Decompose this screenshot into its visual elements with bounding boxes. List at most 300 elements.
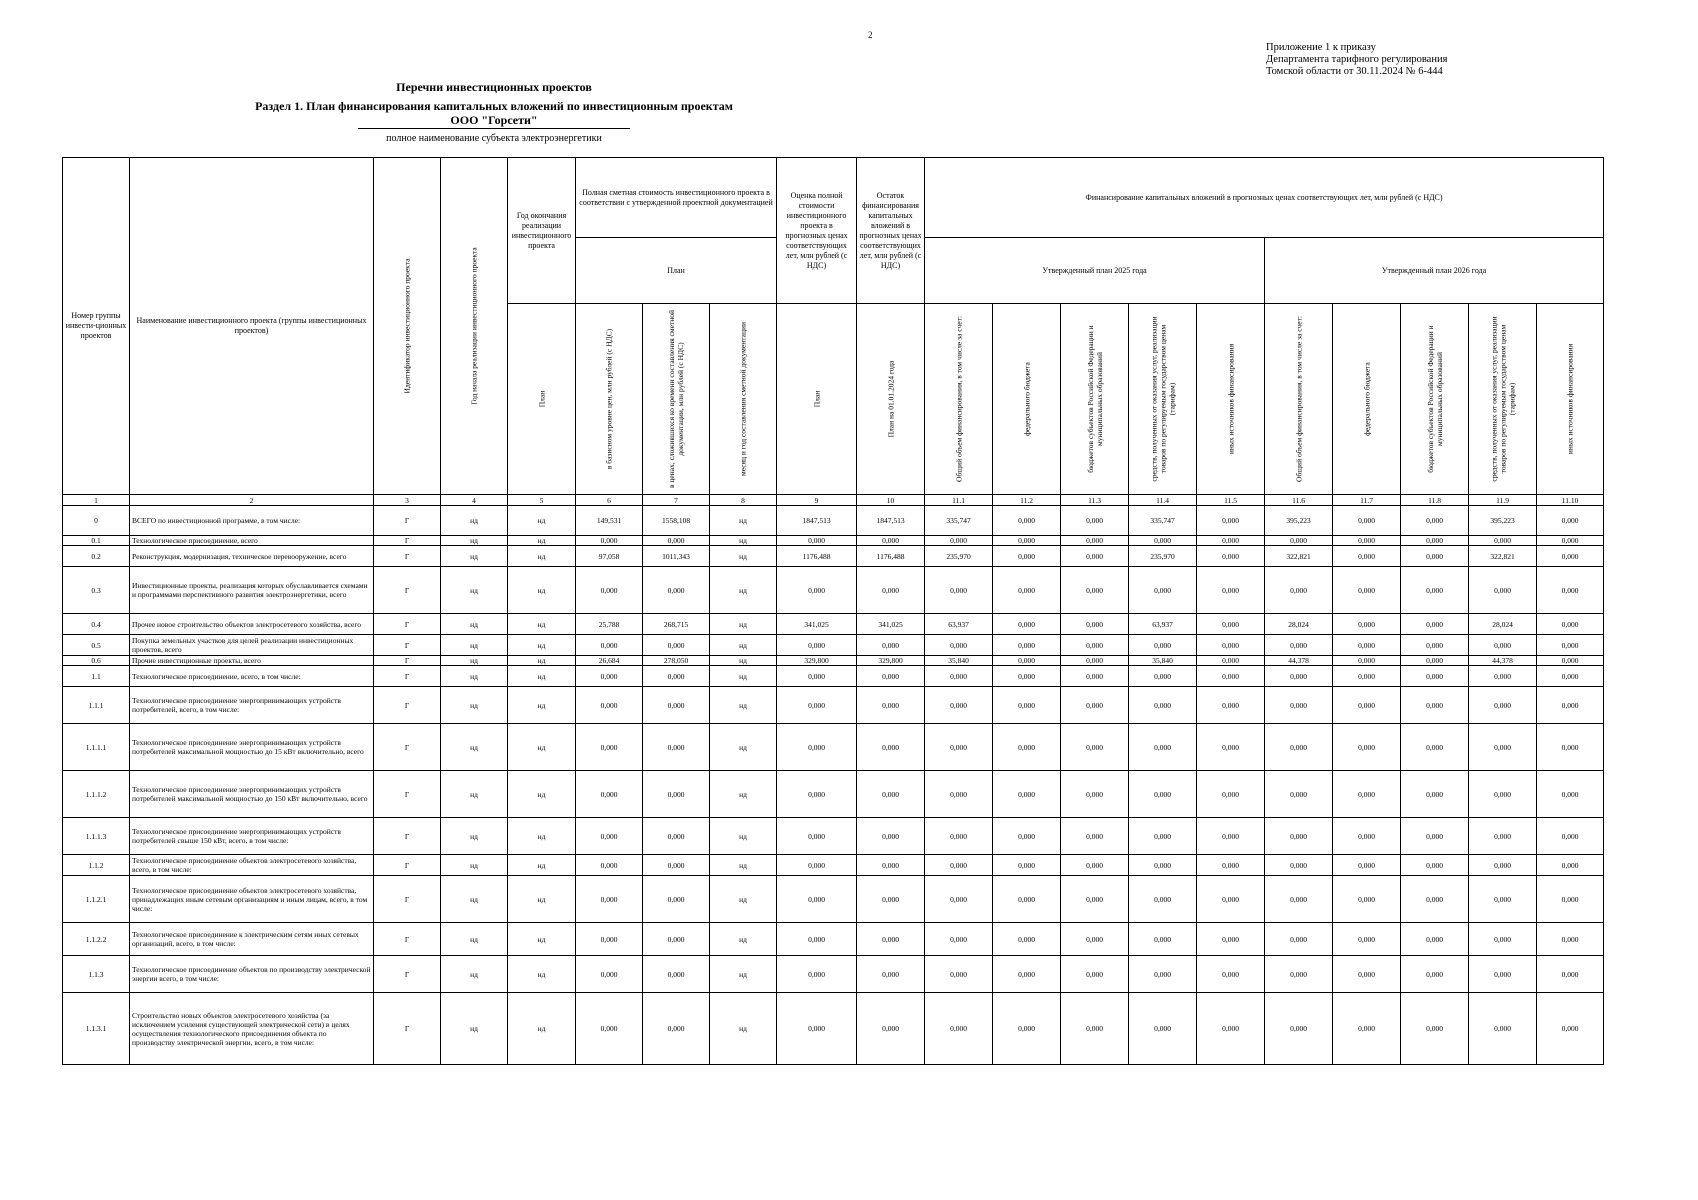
- row-financing-value: 0,000: [1265, 635, 1333, 656]
- header-f-other: иных источников финансирования: [1565, 343, 1575, 455]
- row-start-year: нд: [441, 818, 508, 855]
- row-financing-value: 0,000: [1469, 876, 1537, 923]
- row-end-year: нд: [508, 771, 576, 818]
- row-financing-value: 0,000: [1333, 666, 1401, 687]
- row-financing-value: 0,000: [1129, 666, 1197, 687]
- row-financing-value: 0,000: [1197, 724, 1265, 771]
- row-remaining: 341,025: [857, 614, 925, 635]
- row-financing-value: 63,937: [1129, 614, 1197, 635]
- table-row: [63, 876, 1604, 923]
- row-financing-value: 0,000: [1197, 687, 1265, 724]
- row-financing-value: 0,000: [1129, 923, 1197, 956]
- header-identifier: [374, 158, 441, 495]
- column-number: 10: [857, 495, 925, 506]
- header-col5-text: План: [537, 390, 546, 408]
- row-identifier: Г: [374, 666, 441, 687]
- row-financing-value: 0,000: [1265, 771, 1333, 818]
- row-project-name: Покупка земельных участков для целей реализации инвестиционных проектов, всего: [130, 635, 374, 656]
- row-start-year: нд: [441, 506, 508, 536]
- row-financing-value: 35,840: [925, 656, 993, 666]
- row-financing-value: 395,223: [1265, 506, 1333, 536]
- row-remaining: 0,000: [857, 687, 925, 724]
- row-project-name: Технологическое присоединение объектов по производству электрической энергии всего, в том числе:: [130, 956, 374, 993]
- header-f-regional: бюджетов субъектов Российской Федерации и муниципальных образований: [1425, 325, 1444, 473]
- row-current-cost: 268,715: [643, 614, 710, 635]
- row-financing-value: 0,000: [1469, 635, 1537, 656]
- row-end-year: нд: [508, 506, 576, 536]
- row-assessment: 329,800: [777, 656, 857, 666]
- row-identifier: Г: [374, 923, 441, 956]
- row-estimate-date: нд: [710, 855, 777, 876]
- row-end-year: нд: [508, 724, 576, 771]
- row-financing-value: 0,000: [1061, 724, 1129, 771]
- row-financing-value: 335,747: [925, 506, 993, 536]
- table-row: [63, 993, 1604, 1065]
- row-financing-value: 0,000: [1333, 724, 1401, 771]
- table-row: [63, 724, 1604, 771]
- row-project-name: Технологическое присоединение энергопринимающих устройств потребителей, всего, в том числе:: [130, 687, 374, 724]
- row-end-year: нд: [508, 956, 576, 993]
- row-financing-value: 0,000: [1537, 956, 1604, 993]
- row-identifier: Г: [374, 876, 441, 923]
- header-col11-10: [1537, 304, 1604, 495]
- row-financing-value: 0,000: [1061, 923, 1129, 956]
- row-current-cost: 1558,108: [643, 506, 710, 536]
- row-financing-value: 0,000: [1537, 923, 1604, 956]
- row-financing-value: 0,000: [1537, 993, 1604, 1065]
- row-financing-value: 0,000: [1333, 923, 1401, 956]
- row-base-cost: 0,000: [576, 635, 643, 656]
- row-financing-value: 0,000: [993, 876, 1061, 923]
- row-estimate-date: нд: [710, 536, 777, 546]
- row-number: 1.1.1.3: [63, 818, 130, 855]
- row-financing-value: 0,000: [1401, 536, 1469, 546]
- row-start-year: нд: [441, 855, 508, 876]
- row-financing-value: 0,000: [1537, 546, 1604, 567]
- row-start-year: нд: [441, 993, 508, 1065]
- header-col8: [710, 304, 777, 495]
- row-financing-value: 0,000: [1469, 923, 1537, 956]
- row-base-cost: 0,000: [576, 567, 643, 614]
- header-start-year-text: Год начала реализации инвестиционного проекта: [469, 247, 479, 405]
- row-start-year: нд: [441, 876, 508, 923]
- header-start-year: [441, 158, 508, 495]
- header-col7-text: в ценах, сложившихся ко времени составления сметной документации, млн рублей (с НДС): [667, 309, 685, 489]
- row-estimate-date: нд: [710, 687, 777, 724]
- row-financing-value: 0,000: [993, 536, 1061, 546]
- row-financing-value: 44,378: [1469, 656, 1537, 666]
- row-identifier: Г: [374, 724, 441, 771]
- header-col11-6: [1265, 304, 1333, 495]
- row-number: 1.1.2.2: [63, 923, 130, 956]
- column-number: 8: [710, 495, 777, 506]
- row-base-cost: 0,000: [576, 818, 643, 855]
- table-row: [63, 614, 1604, 635]
- row-financing-value: 0,000: [1265, 855, 1333, 876]
- header-remaining: Остаток финансирования капитальных вложений в прогнозных ценах соответствующих лет, млн рублей (с НДС): [857, 158, 925, 304]
- header-group-number: Номер группы инвести-ционных проектов: [63, 158, 130, 495]
- header-f-federal: федерального бюджета: [1362, 362, 1372, 436]
- row-financing-value: 0,000: [1061, 614, 1129, 635]
- row-financing-value: 0,000: [1333, 536, 1401, 546]
- row-financing-value: 0,000: [1537, 506, 1604, 536]
- table-row: [63, 818, 1604, 855]
- row-remaining: 0,000: [857, 724, 925, 771]
- header-plan: План: [576, 238, 777, 304]
- row-end-year: нд: [508, 818, 576, 855]
- row-base-cost: 0,000: [576, 536, 643, 546]
- row-current-cost: 0,000: [643, 567, 710, 614]
- column-number: 7: [643, 495, 710, 506]
- row-start-year: нд: [441, 666, 508, 687]
- row-base-cost: 0,000: [576, 993, 643, 1065]
- row-financing-value: 0,000: [1537, 855, 1604, 876]
- header-identifier-text: Идентификатор инвестиционного проекта: [402, 258, 412, 394]
- row-financing-value: 0,000: [1129, 536, 1197, 546]
- row-identifier: Г: [374, 993, 441, 1065]
- row-base-cost: 0,000: [576, 724, 643, 771]
- row-financing-value: 0,000: [1061, 506, 1129, 536]
- row-start-year: нд: [441, 771, 508, 818]
- row-start-year: нд: [441, 656, 508, 666]
- row-financing-value: 0,000: [993, 818, 1061, 855]
- column-number: 2: [130, 495, 374, 506]
- row-base-cost: 0,000: [576, 771, 643, 818]
- header-col10-text: План на 01.01.2024 года: [886, 360, 896, 438]
- table-row: [63, 666, 1604, 687]
- row-end-year: нд: [508, 546, 576, 567]
- row-financing-value: 0,000: [1469, 855, 1537, 876]
- row-project-name: Технологическое присоединение энергопринимающих устройств потребителей свыше 150 кВт, всего, в том числе:: [130, 818, 374, 855]
- row-end-year: нд: [508, 536, 576, 546]
- header-end-year: Год окончания реализации инвестиционного проекта: [508, 158, 576, 304]
- row-financing-value: 0,000: [1061, 818, 1129, 855]
- row-project-name: Прочие инвестиционные проекты, всего: [130, 656, 374, 666]
- row-financing-value: 0,000: [925, 567, 993, 614]
- row-base-cost: 97,058: [576, 546, 643, 567]
- column-number-row: [63, 495, 1604, 506]
- row-project-name: Технологическое присоединение энергопринимающих устройств потребителей максимальной мощностью до 150 кВт включительно, всего: [130, 771, 374, 818]
- row-financing-value: 0,000: [1197, 614, 1265, 635]
- row-estimate-date: нд: [710, 656, 777, 666]
- row-financing-value: 0,000: [925, 771, 993, 818]
- row-remaining: 329,800: [857, 656, 925, 666]
- row-identifier: Г: [374, 546, 441, 567]
- row-financing-value: 0,000: [925, 855, 993, 876]
- row-estimate-date: нд: [710, 993, 777, 1065]
- row-number: 1.1.2: [63, 855, 130, 876]
- row-financing-value: 0,000: [993, 546, 1061, 567]
- row-financing-value: 235,970: [1129, 546, 1197, 567]
- row-financing-value: 0,000: [1333, 956, 1401, 993]
- row-financing-value: 0,000: [1061, 546, 1129, 567]
- column-number: 11.8: [1401, 495, 1469, 506]
- row-financing-value: 0,000: [1265, 724, 1333, 771]
- row-identifier: Г: [374, 956, 441, 993]
- row-financing-value: 0,000: [1061, 536, 1129, 546]
- row-financing-value: 44,378: [1265, 656, 1333, 666]
- header-col11-2: [993, 304, 1061, 495]
- row-identifier: Г: [374, 656, 441, 666]
- row-financing-value: 0,000: [1129, 687, 1197, 724]
- row-assessment: 0,000: [777, 666, 857, 687]
- row-current-cost: 0,000: [643, 923, 710, 956]
- row-financing-value: 0,000: [1061, 635, 1129, 656]
- row-remaining: 0,000: [857, 993, 925, 1065]
- row-current-cost: 278,050: [643, 656, 710, 666]
- appendix-line: Приложение 1 к приказу: [1266, 42, 1376, 53]
- section-title: Раздел 1. План финансирования капитальных вложений по инвестиционным проектам: [255, 99, 733, 113]
- row-estimate-date: нд: [710, 876, 777, 923]
- row-financing-value: 235,970: [925, 546, 993, 567]
- row-identifier: Г: [374, 771, 441, 818]
- row-end-year: нд: [508, 656, 576, 666]
- row-financing-value: 0,000: [1333, 993, 1401, 1065]
- header-plan-2026: Утвержденный план 2026 года: [1265, 238, 1604, 304]
- header-col9-text: План: [812, 390, 822, 408]
- column-number: 11.10: [1537, 495, 1604, 506]
- row-financing-value: 0,000: [1401, 724, 1469, 771]
- row-financing-value: 0,000: [1129, 724, 1197, 771]
- row-financing-value: 0,000: [925, 993, 993, 1065]
- row-financing-value: 0,000: [925, 923, 993, 956]
- row-financing-value: 0,000: [1537, 536, 1604, 546]
- row-financing-value: 0,000: [1469, 956, 1537, 993]
- row-remaining: 0,000: [857, 666, 925, 687]
- row-remaining: 0,000: [857, 635, 925, 656]
- row-financing-value: 0,000: [1129, 818, 1197, 855]
- row-assessment: 0,000: [777, 687, 857, 724]
- header-col10: [857, 304, 925, 495]
- table-row: [63, 506, 1604, 536]
- row-end-year: нд: [508, 923, 576, 956]
- column-number: 4: [441, 495, 508, 506]
- row-financing-value: 28,024: [1469, 614, 1537, 635]
- row-base-cost: 0,000: [576, 855, 643, 876]
- header-col11-4: [1129, 304, 1197, 495]
- row-financing-value: 0,000: [1129, 771, 1197, 818]
- row-financing-value: 0,000: [925, 818, 993, 855]
- row-current-cost: 0,000: [643, 993, 710, 1065]
- row-financing-value: 0,000: [1197, 876, 1265, 923]
- row-remaining: 0,000: [857, 923, 925, 956]
- row-current-cost: 0,000: [643, 855, 710, 876]
- row-estimate-date: нд: [710, 635, 777, 656]
- column-number: 11.5: [1197, 495, 1265, 506]
- row-financing-value: 0,000: [1061, 993, 1129, 1065]
- table-header: [63, 158, 1604, 506]
- row-financing-value: 0,000: [1333, 687, 1401, 724]
- row-financing-value: 0,000: [1333, 506, 1401, 536]
- row-identifier: Г: [374, 536, 441, 546]
- row-financing-value: 322,821: [1265, 546, 1333, 567]
- row-financing-value: 0,000: [1333, 635, 1401, 656]
- row-financing-value: 322,821: [1469, 546, 1537, 567]
- row-assessment: 0,000: [777, 855, 857, 876]
- row-identifier: Г: [374, 635, 441, 656]
- row-assessment: 0,000: [777, 567, 857, 614]
- row-financing-value: 0,000: [1333, 818, 1401, 855]
- column-number: 11.9: [1469, 495, 1537, 506]
- row-number: 0.2: [63, 546, 130, 567]
- page-number: 2: [868, 30, 873, 40]
- row-financing-value: 0,000: [993, 666, 1061, 687]
- row-base-cost: 0,000: [576, 956, 643, 993]
- investment-table: [62, 157, 1604, 1065]
- row-financing-value: 0,000: [1061, 771, 1129, 818]
- row-current-cost: 0,000: [643, 818, 710, 855]
- row-current-cost: 1011,343: [643, 546, 710, 567]
- header-col9: [777, 304, 857, 495]
- row-financing-value: 0,000: [1129, 876, 1197, 923]
- row-financing-value: 0,000: [993, 567, 1061, 614]
- row-identifier: Г: [374, 687, 441, 724]
- row-financing-value: 0,000: [1401, 546, 1469, 567]
- header-f-total: Общий объем финансирования, в том числе за счет:: [1294, 316, 1304, 482]
- row-financing-value: 0,000: [1537, 614, 1604, 635]
- row-identifier: Г: [374, 855, 441, 876]
- row-estimate-date: нд: [710, 614, 777, 635]
- row-assessment: 0,000: [777, 536, 857, 546]
- row-assessment: 0,000: [777, 876, 857, 923]
- header-assessment: Оценка полной стоимости инвестиционного проекта в прогнозных ценах соответствующих лет, млн рублей (с НДС): [777, 158, 857, 304]
- row-number: 1.1.3: [63, 956, 130, 993]
- row-financing-value: 0,000: [1401, 567, 1469, 614]
- row-financing-value: 0,000: [1401, 956, 1469, 993]
- row-financing-value: 0,000: [1197, 956, 1265, 993]
- header-f-tariff: средств, полученных от оказания услуг, реализации товаров по регулируемым государством ценам (тарифам): [1149, 316, 1177, 482]
- row-remaining: 0,000: [857, 771, 925, 818]
- row-financing-value: 0,000: [1401, 923, 1469, 956]
- row-estimate-date: нд: [710, 923, 777, 956]
- row-financing-value: 0,000: [1061, 855, 1129, 876]
- row-base-cost: 25,788: [576, 614, 643, 635]
- row-number: 1.1.3.1: [63, 993, 130, 1065]
- row-estimate-date: нд: [710, 724, 777, 771]
- row-assessment: 0,000: [777, 923, 857, 956]
- row-financing-value: 0,000: [1197, 536, 1265, 546]
- row-estimate-date: нд: [710, 546, 777, 567]
- row-identifier: Г: [374, 614, 441, 635]
- organization-name: ООО "Горсети": [358, 113, 630, 129]
- row-identifier: Г: [374, 567, 441, 614]
- row-financing-value: 0,000: [1537, 771, 1604, 818]
- row-financing-value: 0,000: [993, 635, 1061, 656]
- row-number: 1.1.1: [63, 687, 130, 724]
- row-financing-value: 0,000: [1197, 567, 1265, 614]
- column-number: 11.7: [1333, 495, 1401, 506]
- row-financing-value: 0,000: [1401, 635, 1469, 656]
- row-financing-value: 0,000: [1333, 656, 1401, 666]
- table-row: [63, 567, 1604, 614]
- row-financing-value: 0,000: [925, 687, 993, 724]
- row-start-year: нд: [441, 724, 508, 771]
- header-f-regional: бюджетов субъектов Российской Федерации и муниципальных образований: [1085, 325, 1104, 473]
- row-current-cost: 0,000: [643, 876, 710, 923]
- appendix-note: [1266, 42, 1447, 78]
- row-financing-value: 0,000: [1265, 993, 1333, 1065]
- row-financing-value: 0,000: [925, 956, 993, 993]
- organization-caption: полное наименование субъекта электроэнергетики: [386, 133, 602, 144]
- table-row: [63, 923, 1604, 956]
- row-financing-value: 0,000: [1537, 656, 1604, 666]
- row-base-cost: 0,000: [576, 666, 643, 687]
- column-number: 11.2: [993, 495, 1061, 506]
- row-estimate-date: нд: [710, 771, 777, 818]
- column-number: 1: [63, 495, 130, 506]
- row-assessment: 0,000: [777, 993, 857, 1065]
- header-f-total: Общий объем финансирования, в том числе за счет:: [954, 316, 964, 482]
- row-start-year: нд: [441, 536, 508, 546]
- row-financing-value: 0,000: [993, 771, 1061, 818]
- row-financing-value: 63,937: [925, 614, 993, 635]
- row-end-year: нд: [508, 567, 576, 614]
- table-body: [63, 506, 1604, 1065]
- header-col5: [508, 304, 576, 495]
- row-financing-value: 0,000: [993, 656, 1061, 666]
- row-financing-value: 0,000: [1197, 635, 1265, 656]
- row-financing-value: 0,000: [1537, 687, 1604, 724]
- row-base-cost: 26,684: [576, 656, 643, 666]
- column-number: 11.1: [925, 495, 993, 506]
- row-remaining: 1847,513: [857, 506, 925, 536]
- row-project-name: Технологическое присоединение объектов электросетевого хозяйства, всего, в том числе:: [130, 855, 374, 876]
- row-identifier: Г: [374, 818, 441, 855]
- row-assessment: 0,000: [777, 956, 857, 993]
- row-project-name: Технологическое присоединение объектов электросетевого хозяйства, принадлежащих иным сетевым организациям и иным лицам, всего, в том числе:: [130, 876, 374, 923]
- row-current-cost: 0,000: [643, 666, 710, 687]
- row-number: 1.1.2.1: [63, 876, 130, 923]
- row-start-year: нд: [441, 687, 508, 724]
- row-remaining: 0,000: [857, 855, 925, 876]
- row-end-year: нд: [508, 993, 576, 1065]
- row-financing-value: 0,000: [1537, 876, 1604, 923]
- header-col11-9: [1469, 304, 1537, 495]
- row-financing-value: 0,000: [1265, 567, 1333, 614]
- column-number: 11.6: [1265, 495, 1333, 506]
- row-financing-value: 0,000: [1265, 818, 1333, 855]
- header-f-tariff: средств, полученных от оказания услуг, реализации товаров по регулируемым государством ценам (тарифам): [1489, 316, 1517, 482]
- row-estimate-date: нд: [710, 567, 777, 614]
- row-financing-value: 0,000: [1197, 818, 1265, 855]
- row-current-cost: 0,000: [643, 724, 710, 771]
- header-col11-5: [1197, 304, 1265, 495]
- column-number: 11.4: [1129, 495, 1197, 506]
- row-current-cost: 0,000: [643, 956, 710, 993]
- row-base-cost: 149,531: [576, 506, 643, 536]
- row-project-name: Строительство новых объектов электросетевого хозяйства (за исключением усиления существующей электрической сети) в целях осуществления технологического присоединения объекта по производству электрической энергии, всего, в том числе:: [130, 993, 374, 1065]
- row-start-year: нд: [441, 546, 508, 567]
- row-assessment: 0,000: [777, 635, 857, 656]
- row-project-name: Технологическое присоединение, всего, в том числе:: [130, 666, 374, 687]
- row-project-name: Инвестиционные проекты, реализация которых обуславливается схемами и программами перспективного развития электроэнергетики, всего: [130, 567, 374, 614]
- row-financing-value: 0,000: [1537, 567, 1604, 614]
- row-remaining: 0,000: [857, 876, 925, 923]
- row-financing-value: 0,000: [1197, 506, 1265, 536]
- header-col7: [643, 304, 710, 495]
- appendix-line: Томской области от 30.11.2024 № 6-444: [1266, 66, 1443, 77]
- row-remaining: 0,000: [857, 536, 925, 546]
- row-financing-value: 0,000: [1469, 687, 1537, 724]
- header-f-federal: федерального бюджета: [1022, 362, 1032, 436]
- row-financing-value: 0,000: [1537, 666, 1604, 687]
- row-start-year: нд: [441, 923, 508, 956]
- row-financing-value: 0,000: [1401, 687, 1469, 724]
- row-financing-value: 0,000: [1469, 666, 1537, 687]
- row-financing-value: 0,000: [1537, 724, 1604, 771]
- row-remaining: 0,000: [857, 567, 925, 614]
- header-financing: Финансирование капитальных вложений в прогнозных ценах соответствующих лет, млн рублей (с НДС): [925, 158, 1604, 238]
